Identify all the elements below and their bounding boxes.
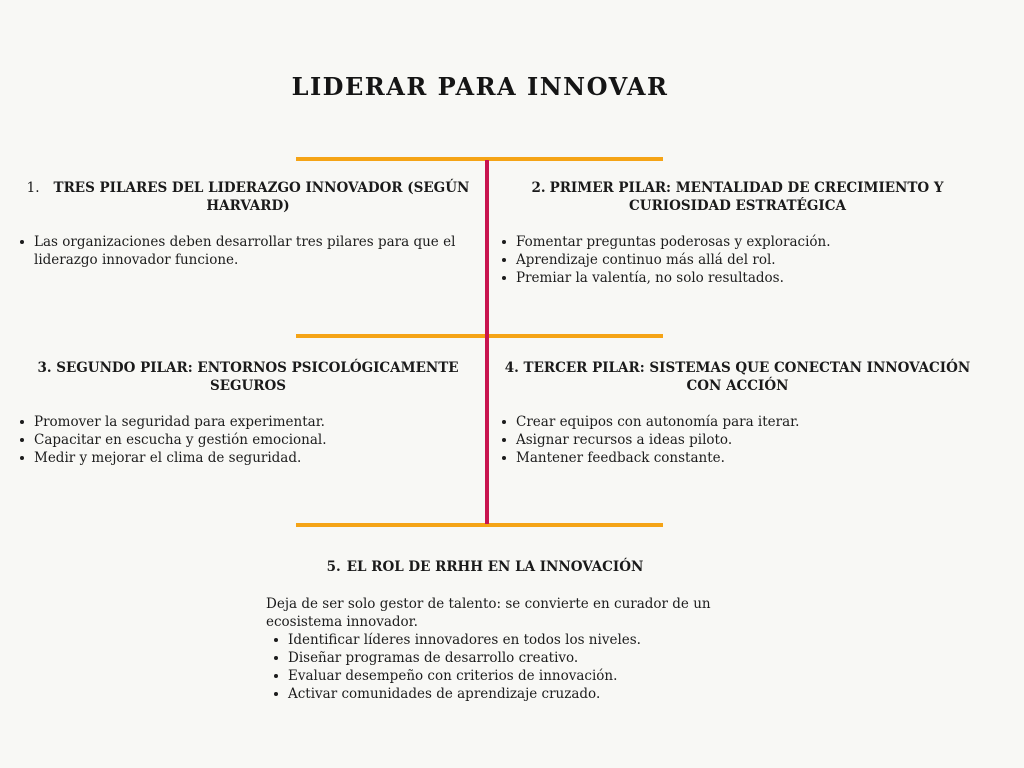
section-1-heading-text: TRES PILARES DEL LIDERAZGO INNOVADOR (SEGÚN HARVARD): [53, 180, 470, 214]
section-5: [266, 595, 716, 703]
section-2: [500, 179, 975, 287]
section-3-list: [18, 413, 478, 467]
section-3: [18, 359, 478, 467]
section-5-heading: [250, 558, 720, 576]
list-item: Asignar recursos a ideas piloto.: [500, 431, 975, 449]
section-1-list: [18, 233, 478, 269]
section-1: [18, 179, 478, 269]
section-1-number: 1.: [26, 180, 40, 196]
center-divider: [485, 160, 489, 524]
list-item: Identificar líderes innovadores en todos los niveles.: [272, 631, 716, 649]
bottom-rule: [296, 523, 663, 527]
list-item: Crear equipos con autonomía para iterar.: [500, 413, 975, 431]
section-5-list: [266, 631, 716, 703]
section-3-heading: 3. SEGUNDO PILAR: ENTORNOS PSICOLÓGICAMENTE SEGUROS: [37, 360, 459, 394]
list-item: Medir y mejorar el clima de seguridad.: [18, 449, 478, 467]
middle-rule: [296, 334, 663, 338]
section-5-number: 5.: [326, 559, 341, 575]
section-5-heading-text: EL ROL DE RRHH EN LA INNOVACIÓN: [346, 559, 644, 575]
list-item: Aprendizaje continuo más allá del rol.: [500, 251, 975, 269]
top-rule: [296, 157, 663, 161]
section-4-heading: 4. TERCER PILAR: SISTEMAS QUE CONECTAN INNOVACIÓN CON ACCIÓN: [504, 360, 971, 394]
list-item: Promover la seguridad para experimentar.: [18, 413, 478, 431]
section-5-intro: Deja de ser solo gestor de talento: se convierte en curador de un ecosistema innovador.: [266, 596, 711, 630]
list-item: Capacitar en escucha y gestión emocional.: [18, 431, 478, 449]
section-4-list: [500, 413, 975, 467]
list-item: Las organizaciones deben desarrollar tres pilares para que el liderazgo innovador funcione.: [18, 233, 478, 269]
list-item: Diseñar programas de desarrollo creativo.: [272, 649, 716, 667]
page-title: LIDERAR PARA INNOVAR: [291, 72, 669, 101]
section-2-heading: [500, 179, 975, 215]
section-1-heading: [18, 179, 478, 215]
section-2-number: 2.: [531, 180, 546, 196]
section-2-heading-text: PRIMER PILAR: MENTALIDAD DE CRECIMIENTO Y CURIOSIDAD ESTRATÉGICA: [549, 180, 944, 214]
section-4: [500, 359, 975, 467]
list-item: Fomentar preguntas poderosas y exploración.: [500, 233, 975, 251]
list-item: Evaluar desempeño con criterios de innovación.: [272, 667, 716, 685]
list-item: Premiar la valentía, no solo resultados.: [500, 269, 975, 287]
section-2-list: [500, 233, 975, 287]
list-item: Mantener feedback constante.: [500, 449, 975, 467]
list-item: Activar comunidades de aprendizaje cruzado.: [272, 685, 716, 703]
